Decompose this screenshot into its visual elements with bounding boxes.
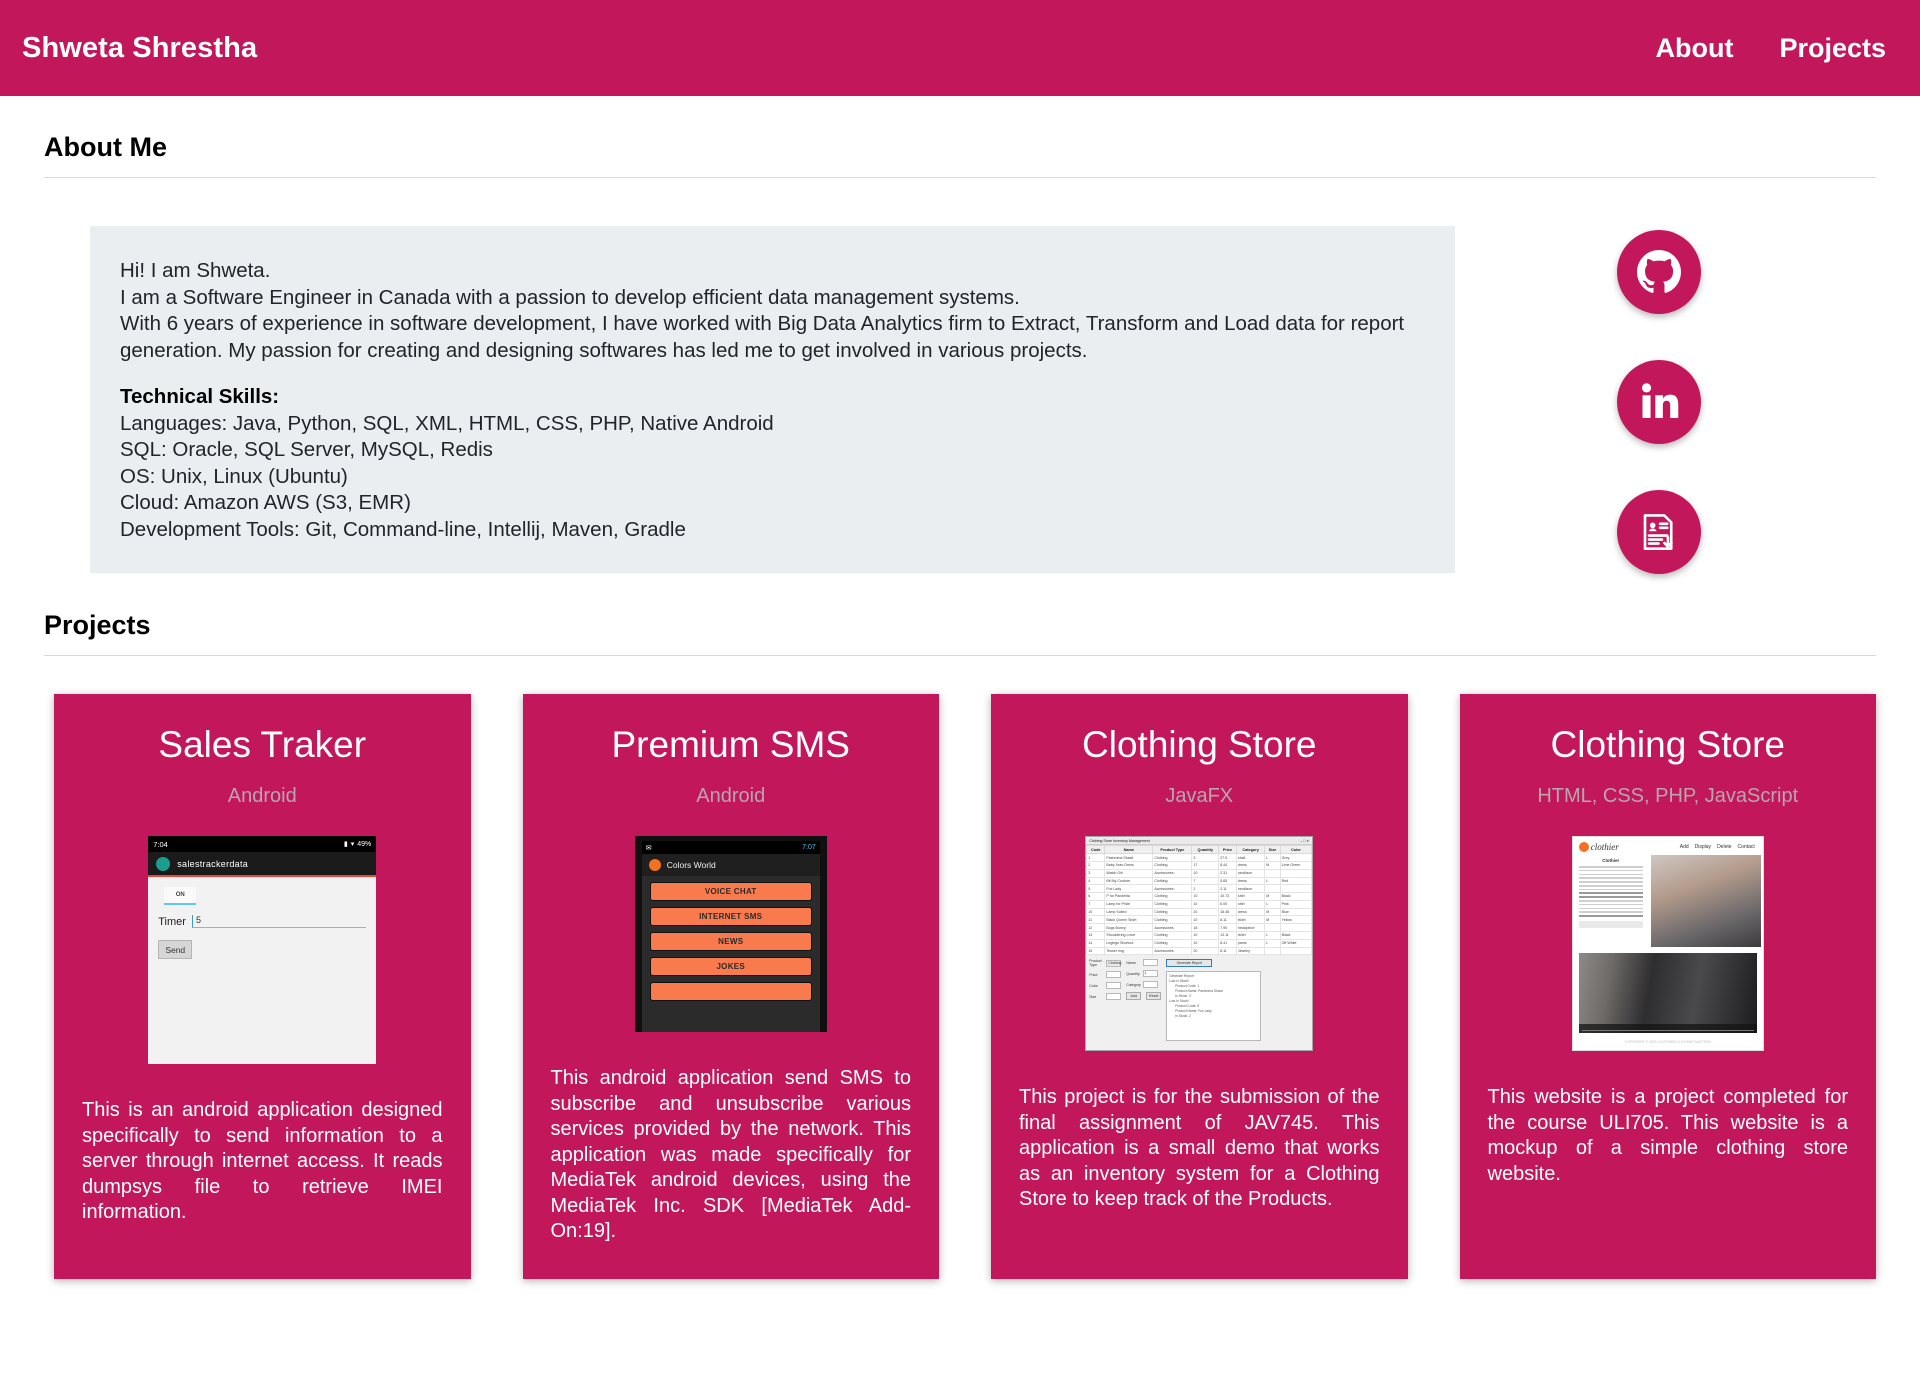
report-line: Low in Stock! (1169, 999, 1189, 1004)
linkedin-link-button[interactable] (1617, 360, 1701, 444)
table-cell: 17 (1192, 861, 1219, 869)
project-tech: Android (227, 785, 297, 807)
table-cell: 1 (1087, 854, 1105, 862)
generate-report-button: Generate Report (1166, 959, 1212, 967)
project-thumbnail (1019, 836, 1380, 1051)
table-row (1087, 861, 1312, 869)
wifi-icon: ▾ (350, 841, 355, 848)
table-cell: Clothing (1153, 900, 1192, 908)
site-footer: COPYRIGHT © 2020, CLOTHIER CLOTHING MATTERS (1624, 1040, 1711, 1044)
table-cell: dress (1236, 908, 1264, 916)
table-cell: dress (1236, 861, 1264, 869)
linkedin-icon (1637, 380, 1681, 424)
table-cell: M (1265, 861, 1280, 869)
table-cell: 18.48 (1219, 908, 1237, 916)
table-row (1087, 900, 1312, 908)
table-cell: Bit My Couture (1105, 877, 1153, 885)
table-cell: 2 (1087, 861, 1105, 869)
nav-link-projects[interactable]: Projects (1779, 32, 1886, 63)
table-cell: Clothing (1153, 877, 1192, 885)
table-cell: Off White (1280, 939, 1312, 947)
timer-input: 5 (192, 915, 366, 928)
name-field (1126, 959, 1161, 966)
form-col-right (1166, 959, 1261, 1041)
signal-icon: ▮ (343, 841, 348, 848)
phone-body (148, 877, 376, 1064)
inventory-form (1086, 955, 1312, 1045)
table-row (1087, 877, 1312, 885)
video-progress (1582, 1030, 1754, 1031)
table-cell: Lime Green (1280, 861, 1312, 869)
table-cell: 4 (1087, 877, 1105, 885)
table-cell (1265, 947, 1280, 955)
status-right (344, 840, 371, 848)
window-controls-icon: – □ ✕ (1300, 838, 1310, 843)
table-cell: Watch Girl (1105, 869, 1153, 877)
quantity-label: Quantity (1126, 971, 1140, 976)
name-label: Name (1126, 960, 1136, 965)
voice-chat-button: VOICE CHAT (650, 882, 812, 901)
report-line: In Stock: 2 (1175, 1014, 1191, 1019)
window-title: Clothing Store Inventory Management (1089, 838, 1150, 843)
menu-button-list (642, 876, 820, 1007)
price-label: Price (1089, 972, 1098, 977)
site-section-heading: Clothier (1602, 858, 1620, 863)
table-cell: 8.44 (1219, 861, 1237, 869)
table-row (1087, 885, 1312, 893)
project-description: This android application send SMS to subscribe and unsubscribe various services provided by the network. This application was made specifically for MediaTek android devices, using the MediaTek Inc. SDK [MediaTek Add-On:19]. (550, 1067, 911, 1242)
table-cell: Black (1280, 893, 1312, 901)
table-cell: Pink (1280, 900, 1312, 908)
project-card[interactable] (991, 694, 1408, 1279)
skills-cloud: Cloud: Amazon AWS (S3, EMR) (120, 491, 411, 514)
table-row (1087, 869, 1312, 877)
github-icon (1637, 250, 1681, 294)
table-cell: 3 (1087, 869, 1105, 877)
table-cell: dress (1236, 877, 1264, 885)
table-cell: Black (1280, 932, 1312, 940)
table-cell: 14 (1087, 939, 1105, 947)
table-row (1087, 947, 1312, 955)
site-nav-display: Display (1694, 844, 1712, 850)
project-card[interactable] (523, 694, 940, 1279)
table-cell: M (1265, 908, 1280, 916)
table-row (1087, 893, 1312, 901)
status-time: 7:04 (153, 839, 168, 849)
project-tech: Android (696, 785, 766, 807)
table-cell: 10 (1192, 893, 1219, 901)
table-cell: M (1265, 893, 1280, 901)
category-label: Category (1126, 982, 1141, 987)
table-cell (1280, 869, 1312, 877)
inventory-table (1086, 845, 1312, 955)
table-cell: 8.41 (1219, 939, 1237, 947)
size-label: Size (1089, 994, 1097, 999)
table-cell: 20 (1192, 947, 1219, 955)
name-input (1143, 959, 1158, 966)
table-cell (1265, 869, 1280, 877)
table-cell: Lamp Suited (1105, 908, 1153, 916)
about-line-role: I am a Software Engineer in Canada with a passion to develop efficient data management systems. (120, 285, 1020, 309)
table-cell: L (1265, 877, 1280, 885)
report-output (1166, 971, 1261, 1041)
add-button: Add (1126, 992, 1141, 1000)
table-cell: Clothing (1153, 861, 1192, 869)
android-colorsworld-screenshot (635, 836, 827, 1032)
table-column-header: Color (1280, 846, 1312, 854)
table-row (1087, 854, 1312, 862)
project-tech: HTML, CSS, PHP, JavaScript (1537, 785, 1799, 807)
project-card[interactable] (54, 694, 471, 1279)
category-input (1143, 981, 1158, 988)
color-label: Color (1089, 983, 1098, 988)
table-cell: 3 (1192, 854, 1219, 862)
about-line-experience: With 6 years of experience in software development, I have worked with Big Data Analytics firm to Extract, Transform and Load data for report generation. My passion for creating and designing softwares has led me to get involved in various projects. (120, 312, 1410, 362)
project-thumbnail (1488, 836, 1849, 1051)
table-cell: 10 (1192, 932, 1219, 940)
project-description: This website is a project completed for the course ULI705. This website is a mockup of a simple clothing store website. (1487, 1086, 1848, 1185)
jokes-button: JOKES (650, 957, 812, 976)
table-cell: pants (1236, 939, 1264, 947)
table-cell: Accessories (1153, 869, 1192, 877)
phone-app-bar (642, 854, 820, 876)
reset-button: Reset (1146, 992, 1161, 1000)
table-column-header: Size (1265, 846, 1280, 854)
table-cell: P for Pandelita (1105, 893, 1153, 901)
table-cell: Lamp for Pride (1105, 900, 1153, 908)
table-cell: 10 (1087, 908, 1105, 916)
table-column-header: Quantity (1192, 846, 1219, 854)
table-cell: L (1265, 932, 1280, 940)
report-line: Product Code: 5 (1175, 1004, 1200, 1009)
table-cell: 11 (1087, 916, 1105, 924)
table-cell: 8.11 (1219, 947, 1237, 955)
about-panel (90, 226, 1455, 573)
table-cell: 13 (1087, 932, 1105, 940)
clothier-website-screenshot (1572, 836, 1764, 1051)
table-cell: M (1265, 916, 1280, 924)
size-field (1089, 993, 1121, 1000)
table-cell: 18 (1192, 924, 1219, 932)
table-row (1087, 924, 1312, 932)
social-links (1617, 226, 1701, 574)
table-cell: Grey (1280, 854, 1312, 862)
table-cell: 7 (1192, 877, 1219, 885)
site-nav-contact: Contact (1737, 844, 1755, 850)
table-cell: tshirt (1236, 916, 1264, 924)
table-cell: 10 (1192, 916, 1219, 924)
size-input (1106, 993, 1121, 1000)
table-cell: Black Queen Tshirt (1105, 916, 1153, 924)
table-header-row (1087, 846, 1312, 854)
skills-sql: SQL: Oracle, SQL Server, MySQL, Redis (120, 438, 493, 461)
about-section (0, 96, 1920, 574)
table-cell: Pashmina Shawl (1105, 854, 1153, 862)
table-cell: Clothing (1153, 854, 1192, 862)
github-link-button[interactable] (1617, 230, 1701, 314)
table-cell (1280, 885, 1312, 893)
audio-player (1579, 921, 1643, 928)
resume-download-icon (1638, 511, 1680, 553)
video-controls (1579, 1024, 1757, 1033)
skills-os: OS: Unix, Linux (Ubuntu) (120, 464, 348, 488)
table-cell (1265, 924, 1280, 932)
phone-app-bar (148, 852, 376, 877)
site-nav-add: Add (1679, 844, 1689, 850)
phone-status-bar (642, 841, 820, 854)
table-cell: 27.5 (1219, 854, 1237, 862)
logo-mark-icon (1579, 842, 1589, 852)
table-cell: shirt (1236, 893, 1264, 901)
table-cell: Leglegs Shortcut (1105, 939, 1153, 947)
form-col-left (1089, 959, 1121, 1041)
color-field (1089, 982, 1121, 989)
send-button: Send (158, 940, 192, 959)
app-title: salestrackerdata (177, 858, 249, 869)
message-icon: ✉ (645, 844, 652, 852)
table-cell: Yellow (1280, 916, 1312, 924)
table-cell (1265, 885, 1280, 893)
internet-sms-button: INTERNET SMS (650, 907, 812, 926)
table-cell: Clothing (1153, 939, 1192, 947)
table-cell (1280, 947, 1312, 955)
table-cell: L (1265, 900, 1280, 908)
report-line: Product Name: Pashmina Shawl (1175, 989, 1223, 994)
table-cell: Accessories (1153, 947, 1192, 955)
report-line: In Stock: 3 (1175, 994, 1191, 999)
skills-languages: Languages: Java, Python, SQL, XML, HTML, CSS, PHP, Native Android (120, 411, 774, 435)
category-field (1126, 981, 1161, 988)
table-cell: 10 (1192, 900, 1219, 908)
table-cell: 2.31 (1219, 869, 1237, 877)
table-row (1087, 939, 1312, 947)
project-description: This project is for the submission of the final assignment of JAV745. This application is a small demo that works as an inventory system for a Clothing Store to keep track of the Products. (1019, 1086, 1380, 1210)
table-cell: Accessories (1153, 924, 1192, 932)
table-cell: 2 (1192, 885, 1219, 893)
table-row (1087, 908, 1312, 916)
news-button: NEWS (650, 932, 812, 951)
product-type-label: Product Type (1089, 959, 1102, 968)
quantity-field (1126, 970, 1161, 977)
table-cell: Clothing (1153, 893, 1192, 901)
table-column-header: Category (1236, 846, 1264, 854)
site-nav (1680, 844, 1755, 850)
product-type-field (1089, 959, 1121, 967)
skills-tools: Development Tools: Git, Command-line, Intellij, Maven, Gradle (120, 517, 686, 541)
table-cell: Fox Lady (1105, 885, 1153, 893)
nav-link-about[interactable]: About (1655, 32, 1734, 63)
table-cell: 8.11 (1219, 916, 1237, 924)
table-cell: Jewelry (1236, 947, 1264, 955)
table-cell: 10.73 (1219, 893, 1237, 901)
table-cell: Baby Jean Dress (1105, 861, 1153, 869)
brand-title[interactable]: Shweta Shrestha (22, 31, 258, 64)
battery-label: 49% (357, 840, 372, 848)
table-cell: 6.00 (1219, 900, 1237, 908)
table-cell: headpiece (1236, 924, 1264, 932)
price-input (1106, 971, 1121, 978)
table-cell: Bugs Bunny (1105, 924, 1153, 932)
table-cell: Red (1280, 877, 1312, 885)
table-cell: Tesser ring (1105, 947, 1153, 955)
status-time: 7:07 (802, 844, 816, 851)
site-header (1573, 837, 1763, 855)
timer-row (158, 915, 366, 928)
site-video-player (1579, 953, 1757, 1033)
project-title: Clothing Store (1082, 724, 1317, 765)
table-column-header: Code (1087, 846, 1105, 854)
resume-download-button[interactable] (1617, 490, 1701, 574)
table-cell: 12 (1087, 924, 1105, 932)
price-field (1089, 971, 1121, 978)
app-title: Colors World (666, 860, 716, 870)
table-cell: Clothing (1153, 908, 1192, 916)
site-nav-delete: Delete (1717, 844, 1732, 850)
hero-photo (1651, 855, 1761, 947)
projects-heading: Projects (44, 610, 151, 640)
table-cell: Clothing (1153, 932, 1192, 940)
form-col-mid (1126, 959, 1161, 1041)
timer-label: Timer (158, 916, 186, 928)
logo-text: clothier (1590, 842, 1619, 852)
app-logo-icon (156, 857, 170, 871)
table-cell: Clothing (1153, 916, 1192, 924)
project-title: Clothing Store (1550, 724, 1785, 765)
table-cell: necklace (1236, 869, 1264, 877)
site-hero (1573, 855, 1763, 947)
table-cell: L (1265, 939, 1280, 947)
window-title-bar (1086, 837, 1312, 845)
table-cell: 7 (1087, 900, 1105, 908)
table-cell (1280, 924, 1312, 932)
android-salestracker-screenshot (148, 836, 376, 1064)
report-title: Generate Report (1169, 974, 1194, 979)
table-body (1087, 854, 1312, 955)
about-heading: About Me (44, 132, 167, 162)
table-cell: 2.11 (1219, 885, 1237, 893)
project-title: Sales Traker (158, 724, 367, 765)
project-card[interactable] (1460, 694, 1877, 1279)
report-line: Product Name: Fox Lady (1175, 1009, 1212, 1014)
table-cell: tshirt (1236, 932, 1264, 940)
table-cell: 6 (1087, 893, 1105, 901)
project-tech: JavaFX (1165, 785, 1234, 807)
project-thumbnail (82, 836, 443, 1064)
projects-grid (44, 656, 1876, 1319)
form-actions (1126, 992, 1161, 1000)
app-logo-icon (649, 859, 661, 871)
project-description: This is an android application designed specifically to send information to a server through internet access. It reads dumpsys file to retrieve IMEI information. (82, 1099, 443, 1223)
project-title: Premium SMS (611, 724, 850, 765)
table-cell: 13.11 (1219, 932, 1237, 940)
table-cell: 10 (1192, 869, 1219, 877)
table-cell: Accessories (1153, 885, 1192, 893)
table-cell: 7.90 (1219, 924, 1237, 932)
table-row (1087, 916, 1312, 924)
table-cell: 5 (1087, 885, 1105, 893)
table-column-header: Name (1105, 846, 1153, 854)
table-row (1087, 932, 1312, 940)
skills-heading: Technical Skills: (120, 385, 280, 408)
product-type-select: Clothing (1108, 960, 1122, 965)
site-logo (1579, 842, 1619, 852)
table-cell: L (1265, 854, 1280, 862)
table-cell: shall (1236, 854, 1264, 862)
site-copy-block (1575, 855, 1647, 947)
table-column-header: Price (1219, 846, 1237, 854)
about-row (44, 178, 1876, 574)
table-cell: 20 (1192, 908, 1219, 916)
table-cell: necklace (1236, 885, 1264, 893)
project-thumbnail (551, 836, 912, 1032)
color-input (1106, 982, 1121, 989)
javafx-inventory-screenshot (1085, 836, 1313, 1051)
partial-button (650, 982, 812, 1001)
table-cell: 5.65 (1219, 877, 1237, 885)
about-line-greeting: Hi! I am Shweta. (120, 259, 271, 282)
on-tab: ON (164, 887, 196, 905)
report-line: Product Code: 1 (1175, 984, 1200, 989)
nav-links (1655, 33, 1886, 64)
table-cell: 10 (1192, 939, 1219, 947)
table-cell: 15 (1087, 947, 1105, 955)
report-line: Low in Stock! (1169, 979, 1189, 984)
table-cell: Blue (1280, 908, 1312, 916)
table-column-header: Product Type (1153, 846, 1192, 854)
quantity-input: 1 (1143, 970, 1158, 977)
phone-status-bar (148, 836, 376, 852)
table-cell: Shouldering Lover (1105, 932, 1153, 940)
projects-section (0, 574, 1920, 1319)
top-navbar (0, 0, 1920, 96)
table-cell: shirt (1236, 900, 1264, 908)
